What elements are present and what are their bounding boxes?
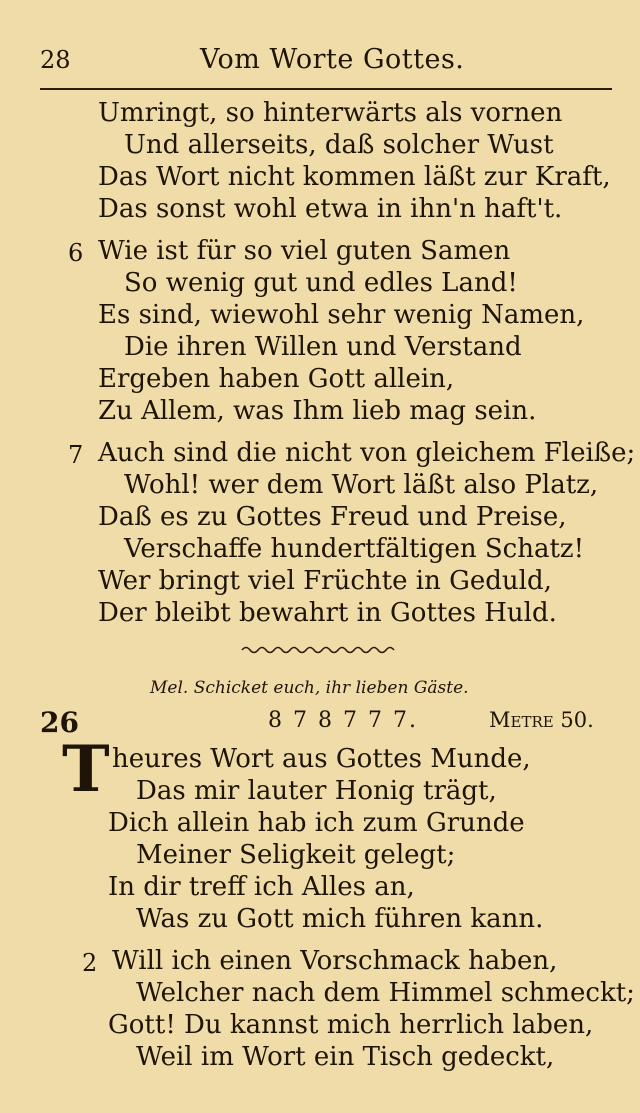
verse-line: Ergeben haben Gott allein, xyxy=(98,364,455,394)
verse-number: 7 xyxy=(68,441,84,469)
drop-cap: T xyxy=(62,732,110,807)
metre-word: Metre xyxy=(489,708,554,732)
page-header xyxy=(40,42,610,82)
verse-line: Das mir lauter Honig trägt, xyxy=(136,776,497,806)
verse-line: Und allerseits, daß solcher Wust xyxy=(124,130,554,160)
verse-line: Welcher nach dem Himmel schmeckt; xyxy=(136,978,635,1008)
verse-line: Auch sind die nicht von gleichem Fleiße; xyxy=(98,438,636,468)
verse-line: Der bleibt bewahrt in Gottes Huld. xyxy=(98,598,557,628)
verse-line: Es sind, wiewohl sehr wenig Namen, xyxy=(98,300,585,330)
verse-line: Die ihren Willen und Verstand xyxy=(124,332,522,362)
meter-digits: 8 7 8 7 7 7. xyxy=(268,708,418,733)
verse-line: Wer bringt viel Früchte in Geduld, xyxy=(98,566,552,596)
verse-number: 2 xyxy=(82,949,98,977)
running-title: Vom Worte Gottes. xyxy=(200,44,465,75)
melody-line: Mel. Schicket euch, ihr lieben Gäste. xyxy=(150,678,469,698)
verse-line: Daß es zu Gottes Freud und Preise, xyxy=(98,502,567,532)
verse-line: Zu Allem, was Ihm lieb mag sein. xyxy=(98,396,537,426)
verse-number: 6 xyxy=(68,239,84,267)
verse-line: So wenig gut und edles Land! xyxy=(124,268,518,298)
verse-line: In dir treff ich Alles an, xyxy=(108,872,415,902)
wavy-divider xyxy=(240,643,400,657)
metre-number: 50. xyxy=(560,708,594,732)
verse-line: Das Wort nicht kommen läßt zur Kraft, xyxy=(98,162,611,192)
metre-label xyxy=(489,708,594,732)
verse-line: Gott! Du kannst mich herrlich laben, xyxy=(108,1010,594,1040)
verse-line: Wie ist für so viel guten Samen xyxy=(98,236,511,266)
verse-line: Das sonst wohl etwa in ihn'n haft't. xyxy=(98,194,563,224)
verse-line: Will ich einen Vorschmack haben, xyxy=(112,946,558,976)
page-number: 28 xyxy=(40,46,71,74)
header-rule xyxy=(40,88,612,90)
verse-line: Verschaffe hundertfältigen Schatz! xyxy=(124,534,585,564)
verse-line: Dich allein hab ich zum Grunde xyxy=(108,808,525,838)
verse-line: Meiner Seligkeit gelegt; xyxy=(136,840,456,870)
verse-line: Weil im Wort ein Tisch gedeckt, xyxy=(136,1042,555,1072)
hymn-number: 26 xyxy=(40,706,79,739)
verse-line: Wohl! wer dem Wort läßt also Platz, xyxy=(124,470,599,500)
verse-line: Was zu Gott mich führen kann. xyxy=(136,904,544,934)
verse-line: heures Wort aus Gottes Munde, xyxy=(112,744,531,774)
verse-line: Umringt, so hinterwärts als vornen xyxy=(98,98,563,128)
